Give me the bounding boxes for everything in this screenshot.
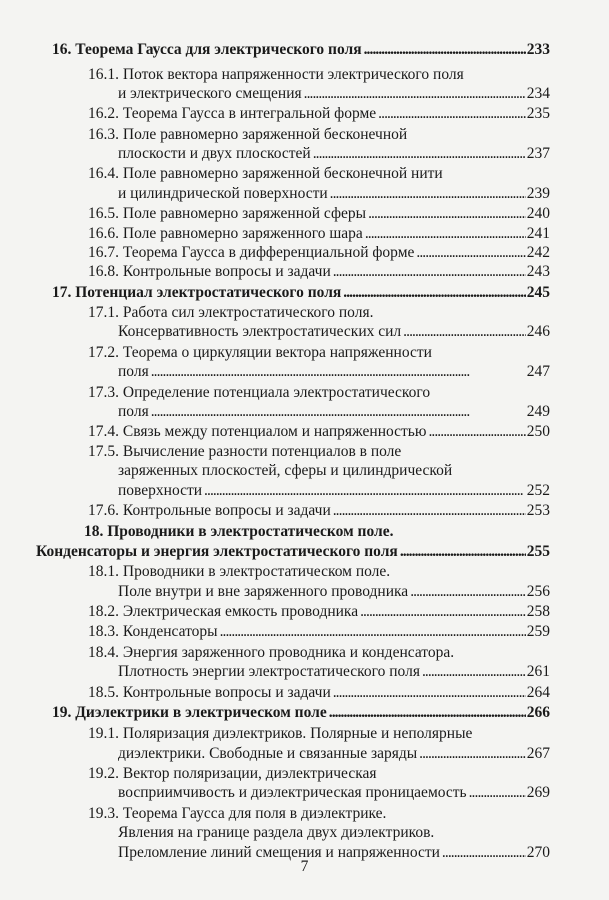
toc-section (52, 36, 550, 59)
toc-entry-page: 249 (526, 403, 550, 420)
toc-entry-title: 19. Диэлектрики в электрическом поле (52, 704, 327, 721)
toc-entry-page: 267 (526, 745, 550, 762)
dot-leader (364, 41, 526, 59)
toc-entry-page: 253 (526, 502, 550, 519)
toc-entry-page: 252 (526, 482, 550, 499)
toc-entry-page: 239 (526, 185, 550, 202)
toc-entry-title: поверхности (118, 482, 203, 499)
toc-entry-page: 261 (526, 663, 550, 680)
toc-entry-title: 19.1. Поляризация диэлектриков. Полярные и неполярные (88, 725, 473, 742)
toc-entry-title: 16.8. Контрольные вопросы и задачи (88, 263, 331, 280)
toc-entry-title: восприимчивость и диэлектрическая проницаемость (118, 784, 467, 801)
toc-entry-title: 19.2. Вектор поляризации, диэлектрическая (88, 765, 377, 782)
toc-entry-title: 17. Потенциал электростатического поля (52, 284, 342, 301)
toc-entry (88, 258, 550, 281)
toc-section (52, 699, 550, 722)
toc-entry (118, 658, 550, 681)
toc-entry-title: 17.5. Вычисление разности потенциалов в поле (88, 443, 402, 460)
toc-entry-title: Конденсаторы и энергия электростатического поля (36, 543, 398, 560)
toc-entry-title: 16.2. Теорема Гаусса в интегральной форме (88, 105, 377, 122)
toc-entry-page: 234 (526, 85, 550, 102)
toc-entry (118, 779, 550, 802)
toc-entry-title: 16.3. Поле равномерно заряженной бесконечной (88, 126, 408, 143)
dot-leader (428, 423, 525, 441)
toc-entry (88, 497, 550, 520)
toc-entry-title: 17.2. Теорема о циркуляции вектора напряженности (88, 344, 432, 361)
toc-entry-title: 19.3. Теорема Гаусса для поля в диэлектрике. (88, 805, 387, 822)
toc-entry-page: 246 (526, 323, 550, 340)
toc-entry-title: Поле внутри и вне заряженного проводника (118, 583, 409, 600)
toc-entry-page: 255 (526, 543, 550, 560)
toc-entry-page: 256 (526, 583, 550, 600)
toc-entry-page: 241 (526, 225, 550, 242)
toc-entry-title: 17.1. Работа сил электростатического поля. (88, 304, 374, 321)
page-number: 7 (300, 858, 309, 875)
toc-entry-title: Явления на границе раздела двух диэлектриков. (118, 824, 435, 841)
toc-entry-page: 242 (526, 244, 550, 261)
toc-entry-page: 245 (526, 284, 550, 301)
toc-entry-title: и цилиндрической поверхности (118, 185, 328, 202)
toc-entry-title: поля (118, 363, 149, 380)
toc-entry-page: 269 (526, 784, 550, 801)
toc-entry-title: 18. Проводники в электростатическом поле. (84, 523, 394, 540)
toc-entry-page: 250 (526, 423, 550, 440)
dot-leader (419, 745, 526, 763)
toc-entry-page: 266 (526, 704, 550, 721)
toc-entry-title: Плотность энергии электростатического поля (118, 663, 420, 680)
toc-entry-page: 270 (526, 844, 550, 861)
toc-entry-title: 16.7. Теорема Гаусса в дифференциальной форме (88, 244, 415, 261)
toc-entry-page: 247 (526, 363, 550, 380)
toc-entry-title: 17.4. Связь между потенциалом и напряженностью (88, 423, 427, 440)
toc-entry-title: 18.2. Электрическая емкость проводника (88, 603, 359, 620)
toc-entry-title: 18.1. Проводники в электростатическом поле. (88, 563, 391, 580)
toc-entry-title: Консервативность электростатических сил (118, 323, 402, 340)
toc-entry-page: 233 (526, 41, 550, 58)
dot-leader (400, 543, 526, 561)
toc-entry-page: 240 (526, 205, 550, 222)
toc-entry-title: 16.4. Поле равномерно заряженной бесконечной нити (88, 165, 443, 182)
toc-entry-title: 18.5. Контрольные вопросы и задачи (88, 684, 331, 701)
toc-entry-page: 258 (526, 603, 550, 620)
toc-entry-page: 264 (526, 684, 550, 701)
toc-entry-title: и электрического смещения (118, 85, 302, 102)
toc-entry-title: поля (118, 403, 149, 420)
toc-entry-title: диэлектрики. Свободные и связанные заряды (118, 745, 418, 762)
toc-entry-title: 18.4. Энергия заряженного проводника и конденсатора. (88, 644, 455, 661)
toc-entry-title: Преломление линий смещения и напряженности (118, 844, 440, 861)
toc-entry-title: 16.6. Поле равномерно заряженного шара (88, 225, 363, 242)
toc-entry (88, 100, 550, 123)
toc-entry-page: 259 (526, 623, 550, 640)
toc-entry-title: плоскости и двух плоскостей (118, 145, 311, 162)
toc-entry-title: 16.5. Поле равномерно заряженной сферы (88, 205, 367, 222)
toc-entry-title: 17.3. Определение потенциала электростатического (88, 384, 431, 401)
toc-entry-title: 17.6. Контрольные вопросы и задачи (88, 502, 331, 519)
toc-entry (118, 358, 550, 381)
toc-entry (88, 618, 550, 641)
toc-entry-page: 243 (526, 263, 550, 280)
toc-entry-title: 16.1. Поток вектора напряженности электрического поля (88, 66, 464, 83)
dot-leader (469, 784, 526, 802)
toc-entry-page: 235 (526, 105, 550, 122)
toc-entry-title: 18.3. Конденсаторы (88, 623, 218, 640)
toc-entry-page: 237 (526, 145, 550, 162)
toc-entry (118, 318, 550, 341)
toc-entry-title: заряженных плоскостей, сферы и цилиндрической (118, 462, 453, 479)
toc-entry-title: 16. Теорема Гаусса для электрического поля (52, 41, 362, 58)
